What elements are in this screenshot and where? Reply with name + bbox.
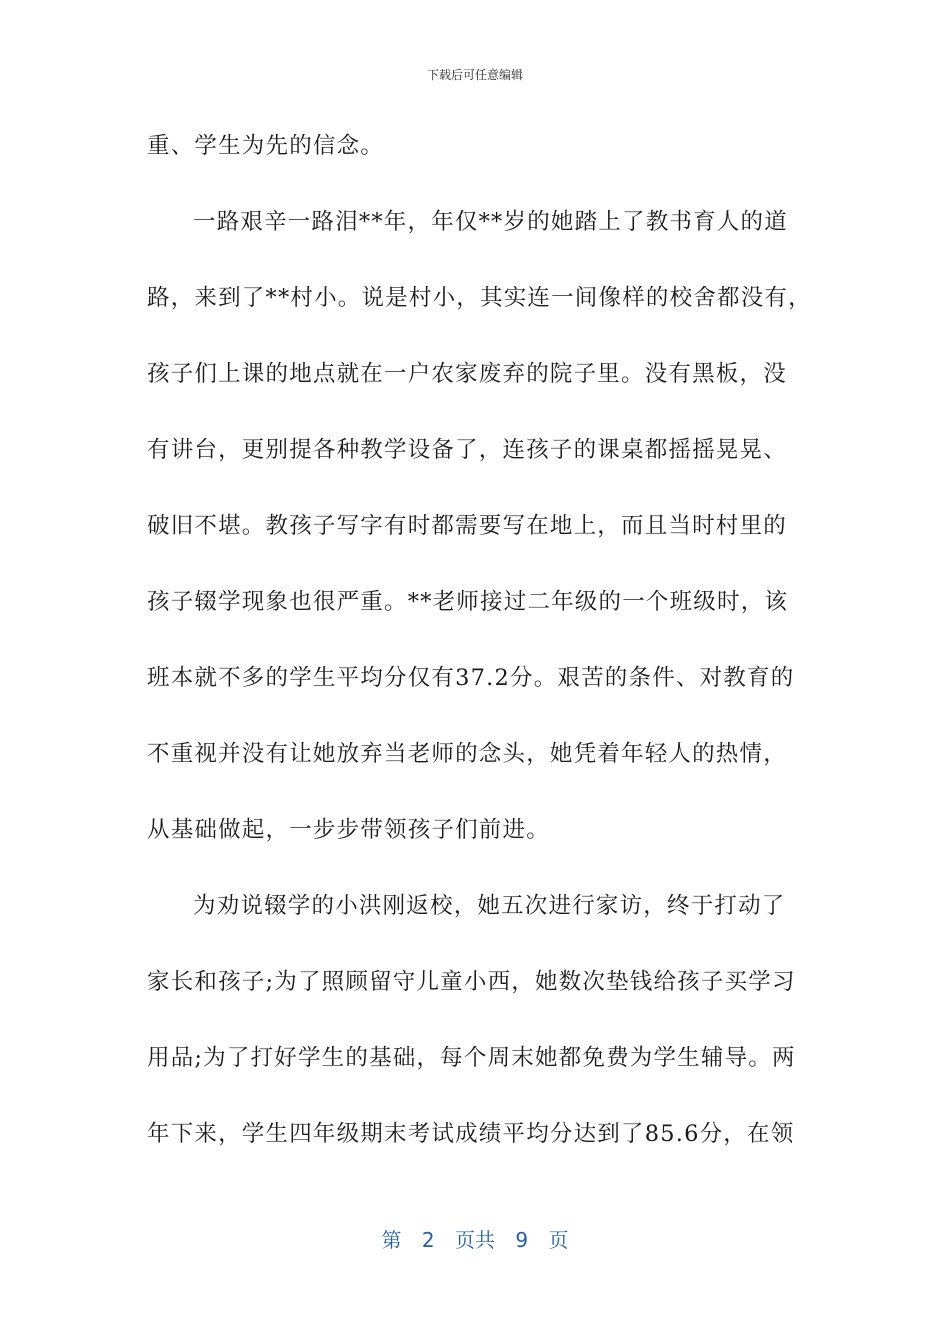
text-line: 孩子辍学现象也很严重。**老师接过二年级的一个班级时，该 [147,589,789,615]
text-line: 孩子们上课的地点就在一户农家废弃的院子里。没有黑板，没 [147,361,787,387]
page-header: 下载后可任意编辑 [426,68,523,82]
text-line: 用品;为了打好学生的基础，每个周末她都免费为学生辅导。两 [147,1045,796,1071]
total-pages-number: 9 [515,1228,529,1252]
text-line: 从基础做起，一步步带领孩子们前进。 [147,817,550,843]
footer-prefix: 第 [381,1228,402,1252]
text-line: 班本就不多的学生平均分仅有37.2分。艰苦的条件、对教育的 [147,665,795,691]
text-line: 为劝说辍学的小洪刚返校，她五次进行家访，终于打动了 [193,893,786,919]
text-line: 有讲台，更别提各种教学设备了，连孩子的课桌都摇摇晃晃、 [147,437,787,463]
current-page-number: 2 [421,1228,435,1252]
text-line: 一路艰辛一路泪**年，年仅**岁的她踏上了教书育人的道 [193,209,788,235]
page-footer [0,1224,950,1253]
footer-middle: 页共 [455,1228,495,1252]
text-line: 破旧不堪。教孩子写字有时都需要写在地上，而且当时村里的 [147,513,787,539]
text-line: 重、学生为先的信念。 [147,133,385,159]
document-body [147,124,812,1188]
text-line: 路，来到了**村小。说是村小，其实连一间像样的校舍都没有， [147,285,812,311]
footer-suffix: 页 [548,1228,569,1252]
text-line: 年下来，学生四年级期末考试成绩平均分达到了85.6分，在领 [147,1121,795,1147]
text-line: 不重视并没有让她放弃当老师的念头，她凭着年轻人的热情， [147,741,787,767]
text-line: 家长和孩子;为了照顾留守儿童小西，她数次垫钱给孩子买学习 [147,969,796,995]
